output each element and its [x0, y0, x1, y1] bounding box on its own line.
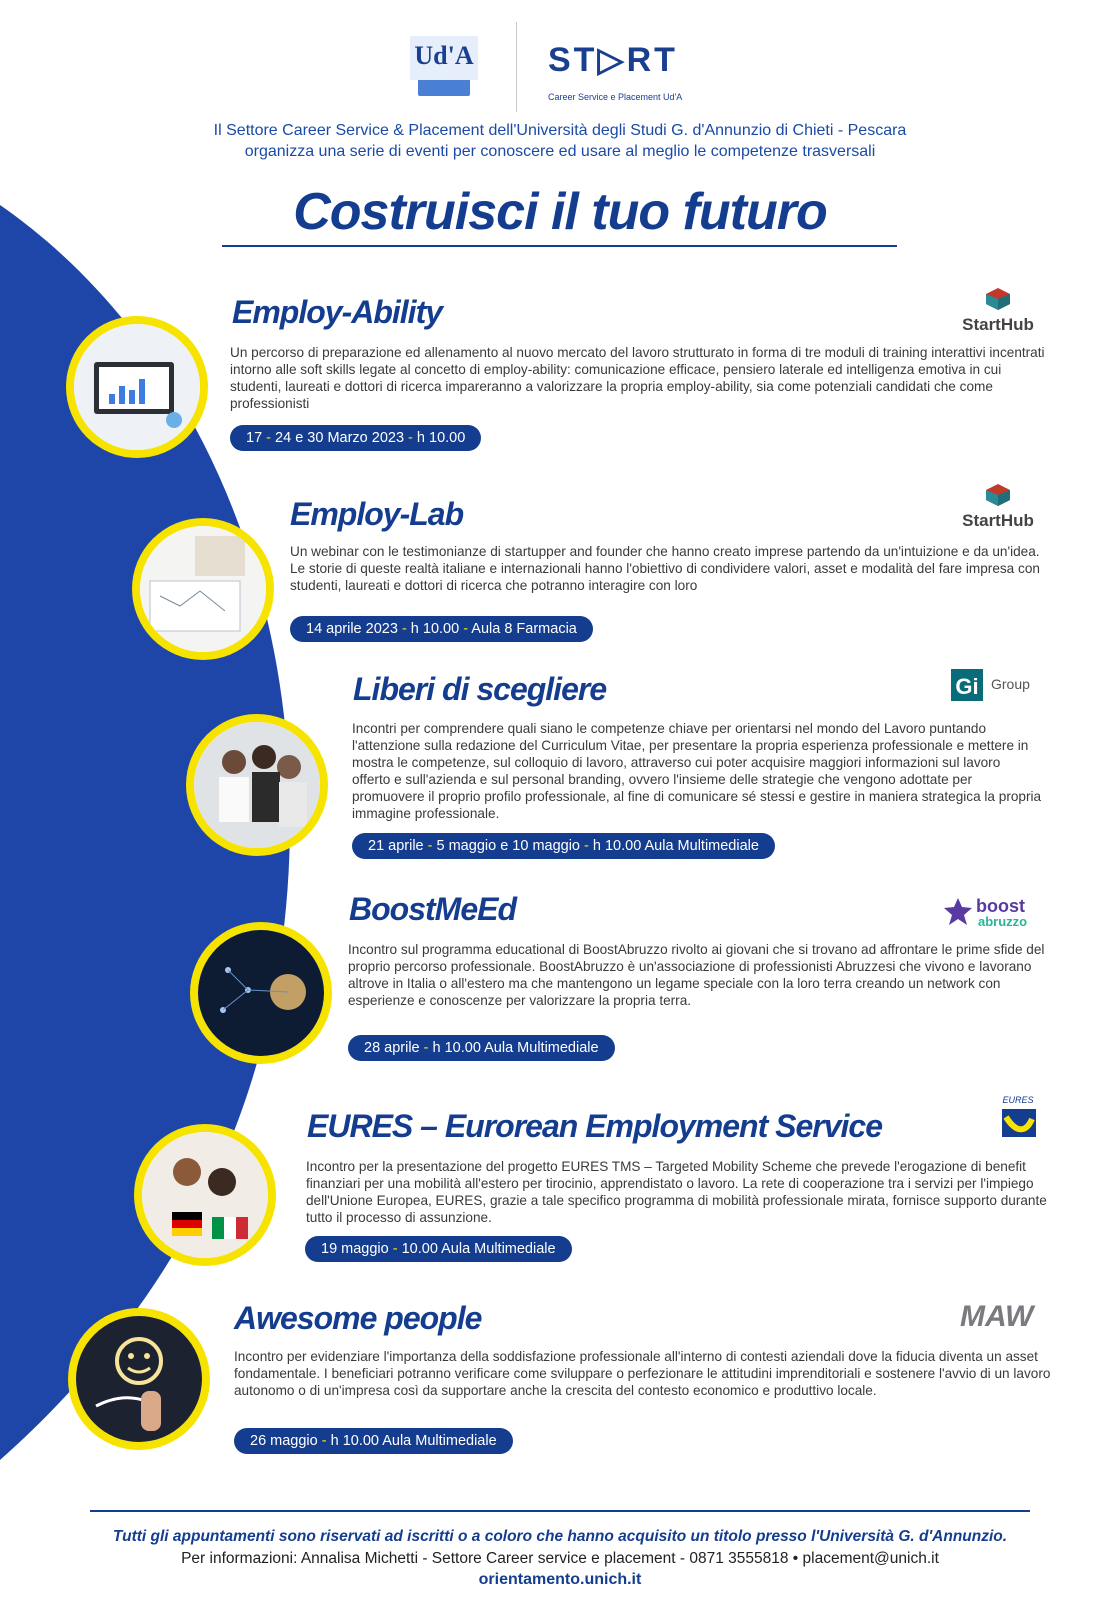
section-description: Incontro per evidenziare l'importanza della soddisfazione professionale all'interno di contesti aziendali dove la fiducia diventa un asset fondamentale. I beneficiari potranno verificare come sviluppare o perfezionare le attitudini imprenditoriali e sostenere l'avvio di un lavoro autonomo o di un'impresa così da supportare anche la crescita del contesto economico e produttivo locale. — [234, 1349, 1051, 1398]
svg-text:EURES: EURES — [1002, 1095, 1034, 1105]
starthub-logo: StartHub — [958, 288, 1038, 335]
eures-photo — [136, 1126, 274, 1264]
start-subtitle: Career Service e Placement Ud'A — [548, 92, 683, 102]
section-description: Un webinar con le testimonianze di startupper and founder che hanno creato imprese partendo da un'intuizione e da un'idea. Le storie di queste realtà italiane e internazionali hanno l'obiettivo di condividere valori, asset e modalità del fare impresa con studenti, laureati e dottori di ricerca che potranno interagire con loro — [290, 544, 1040, 593]
page-title: Costruisci il tuo futuro — [293, 183, 827, 241]
intro-text — [100, 120, 1020, 162]
section-title: Liberi di scegliere — [353, 671, 607, 707]
section-title: Employ-Lab — [290, 496, 464, 532]
employ-lab-photo — [134, 520, 272, 658]
date-pill: 14 aprile 2023 - h 10.00 - Aula 8 Farmacia — [290, 616, 593, 642]
date-pill: 19 maggio - 10.00 Aula Multimediale — [305, 1236, 572, 1262]
footer-notice: Tutti gli appuntamenti sono riservati ad iscritti o a coloro che hanno acquisito un titolo presso l'Università G. d'Annunzio. — [112, 1528, 1008, 1545]
footer-divider — [90, 1510, 1030, 1512]
cube-icon — [986, 484, 1010, 506]
boost-abruzzo-logo — [944, 896, 1044, 933]
cube-icon — [986, 288, 1010, 310]
boostmeed-photo — [192, 924, 330, 1062]
svg-text:Group: Group — [991, 676, 1030, 692]
section-title: BoostMeEd — [349, 891, 516, 927]
eures-logo — [996, 1093, 1040, 1146]
date-pill: 17 - 24 e 30 Marzo 2023 - h 10.00 — [230, 425, 481, 451]
awesome-people-photo — [70, 1310, 208, 1448]
gi-group-logo — [951, 667, 1041, 708]
maw-logo — [960, 1300, 1042, 1341]
svg-text:boost: boost — [976, 896, 1025, 916]
employ-ability-photo — [68, 318, 206, 456]
section-title: Employ-Ability — [232, 294, 443, 330]
svg-text:MAW: MAW — [960, 1300, 1034, 1333]
section-description: Incontri per comprendere quali siano le competenze chiave per orientarsi nel mondo del Lavoro puntando l'attenzione sulla redazione del Curriculum Vitae, per presentare la propria esperienza professionale e mettere in mostra le competenze, sul colloquio di lavoro, attraverso cui poter acquisire maggiori informazioni sul lavoro offerto e sull'azienda e sul personal branding, ovvero l'insieme delle strategie che vengono adottate per promuovere il proprio profilo professionale, al fine di comunicare sé stessi e gestire in maniera strategica la propria immagine professionale. — [352, 721, 1042, 821]
svg-text:abruzzo: abruzzo — [978, 914, 1028, 928]
header-divider — [516, 22, 517, 112]
svg-text:Gi: Gi — [955, 674, 979, 699]
intro-line-1: Il Settore Career Service & Placement dell'Università degli Studi G. d'Annunzio di Chieti - Pescara — [213, 122, 907, 139]
svg-text:Ud'A: Ud'A — [414, 41, 474, 70]
section-description: Incontro sul programma educational di BoostAbruzzo rivolto ai giovani che si trovano ad affrontare le prime sfide del proprio percorso professionale. BoostAbruzzo è un'associazione di professionisti Abruzzesi che vivono e lavorano altrove in Italia o all'estero ma che mantengono un legame speciale con la loro terra creando un network con esperienze e conoscenze per valorizzare la propria terra. — [348, 942, 1045, 1008]
section-title: Awesome people — [234, 1300, 482, 1336]
title-underline — [222, 245, 897, 247]
start-logo: ST▷RT — [548, 41, 678, 79]
intro-line-2: organizza una serie di eventi per conoscere ed usare al meglio le competenze trasversali — [244, 143, 876, 160]
starthub-logo: StartHub — [958, 484, 1038, 531]
footer-contact: Per informazioni: Annalisa Michetti - Settore Career service e placement - 0871 3555818 • placement@unich.it — [181, 1550, 939, 1567]
section-description: Un percorso di preparazione ed allenamento al nuovo mercato del lavoro strutturato in forma di tre moduli di training interattivi incentrati intorno alle soft skills legate al concetto di employ-ability: comunicazione efficace, pensiero laterale ed intelligenza emotiva in cui studenti, laureati e dottori di ricerca impareranno a valorizzare la propria employ-ability, sia come potenziali candidati che come professionisti — [230, 345, 1045, 411]
date-pill: 28 aprile - h 10.00 Aula Multimediale — [348, 1035, 615, 1061]
date-pill: 26 maggio - h 10.00 Aula Multimediale — [234, 1428, 513, 1454]
liberi-photo — [188, 716, 326, 854]
date-pill: 21 aprile - 5 maggio e 10 maggio - h 10.00 Aula Multimediale — [352, 833, 775, 859]
section-description: Incontro per la presentazione del progetto EURES TMS – Targeted Mobility Scheme che prevede l'erogazione di benefit finanziari per una mobilità all'estero per tirocinio, apprendistato o lavoro. La rete di cooperazione tra i servizi per l'impiego dell'Unione Europea, EURES, grazie a tale specifico programma di mobilità professionale mirata, fornisce supporto durante tutto il processo di assunzione. — [306, 1159, 1047, 1225]
section-title: EURES – Eurorean Employment Service — [307, 1108, 882, 1144]
uda-logo — [408, 30, 480, 102]
footer-website-link[interactable]: orientamento.unich.it — [478, 1571, 642, 1588]
